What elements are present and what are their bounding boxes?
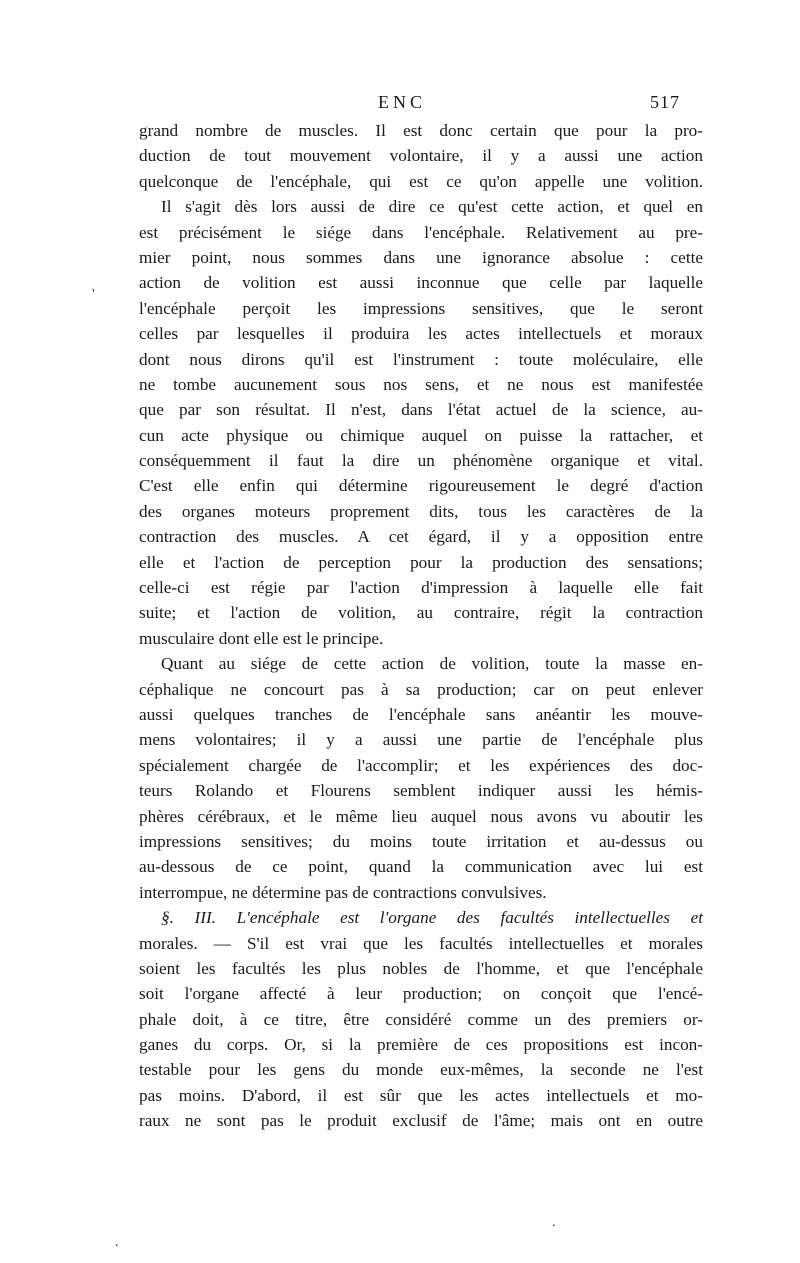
text-line: ganes du corps. Or, si la première de ces propositions est incon- — [139, 1035, 703, 1055]
text-line: celle-ci est régie par l'action d'impression à laquelle elle fait — [139, 578, 703, 598]
margin-mark: ' — [92, 287, 95, 302]
page-body — [139, 118, 703, 1134]
section-heading: §. III. L'encéphale est l'organe des facultés intellectuelles et — [161, 908, 703, 928]
text-line: soit l'organe affecté à leur production; on conçoit que l'encé- — [139, 984, 703, 1004]
text-line: phères cérébraux, et le même lieu auquel nous avons vu aboutir les — [139, 806, 703, 826]
text-line: Il s'agit dès lors aussi de dire ce qu'est cette action, et quel en — [161, 197, 703, 217]
text-line: cun acte physique ou chimique auquel on puisse la rattacher, et — [139, 425, 703, 445]
text-line: action de volition est aussi inconnue que celle par laquelle — [139, 273, 703, 293]
text-line: morales. — S'il est vrai que les facultés intellectuelles et morales — [139, 933, 703, 953]
text-line: grand nombre de muscles. Il est donc certain que pour la pro- — [139, 121, 703, 140]
text-line: contraction des muscles. A cet égard, il y a opposition entre — [139, 527, 703, 547]
text-line: ne tombe aucunement sous nos sens, et ne nous est manifestée — [139, 374, 703, 394]
text-line: aussi quelques tranches de l'encéphale sans anéantir les mouve- — [139, 704, 703, 724]
text-line: au-dessous de ce point, quand la communication avec lui est — [139, 857, 703, 877]
page-number: 517 — [650, 92, 680, 112]
text-line: elle et l'action de perception pour la production des sensations; — [139, 552, 703, 572]
text-line: est précisément le siége dans l'encéphale. Relativement au pre- — [139, 222, 703, 242]
text-line: dont nous dirons qu'il est l'instrument : toute moléculaire, elle — [139, 349, 703, 369]
text-line: conséquemment il faut la dire un phénomène organique et vital. — [139, 451, 703, 471]
running-head: ENC — [378, 92, 426, 112]
text-line: l'encéphale perçoit les impressions sensitives, que le seront — [139, 298, 703, 318]
text-line: suite; et l'action de volition, au contraire, régit la contraction — [139, 603, 703, 623]
text-line: pas moins. D'abord, il est sûr que les actes intellectuels et mo- — [139, 1085, 703, 1105]
text-line: teurs Rolando et Flourens semblent indiquer aussi les hémis- — [139, 781, 703, 801]
text-line: des organes moteurs proprement dits, tous les caractères de la — [139, 501, 703, 521]
text-line: céphalique ne concourt pas à sa production; car on peut enlever — [139, 679, 703, 699]
margin-mark: . — [552, 1215, 556, 1230]
text-line: raux ne sont pas le produit exclusif de l'âme; mais ont en outre — [139, 1111, 703, 1131]
text-line: duction de tout mouvement volontaire, il y a aussi une action — [139, 146, 703, 166]
text-line: quelconque de l'encéphale, qui est ce qu'on appelle une volition. — [139, 171, 703, 191]
text-line: musculaire dont elle est le principe. — [139, 628, 384, 648]
text-line: mier point, nous sommes dans une ignorance absolue : cette — [139, 247, 703, 267]
text-line: testable pour les gens du monde eux-mêmes, la seconde ne l'est — [139, 1060, 703, 1080]
text-line: celles par lesquelles il produira les actes intellectuels et moraux — [139, 324, 703, 344]
text-line: interrompue, ne détermine pas de contractions convulsives. — [139, 882, 547, 902]
text-line: impressions sensitives; du moins toute irritation et au-dessus ou — [139, 831, 703, 851]
text-line: que par son résultat. Il n'est, dans l'état actuel de la science, au- — [139, 400, 703, 420]
text-line: soient les facultés les plus nobles de l'homme, et que l'encéphale — [139, 958, 703, 978]
margin-mark: . — [115, 1235, 119, 1250]
text-line: spécialement chargée de l'accomplir; et les expériences des doc- — [139, 755, 703, 775]
text-line: mens volontaires; il y a aussi une partie de l'encéphale plus — [139, 730, 703, 750]
text-line: Quant au siége de cette action de volition, toute la masse en- — [161, 654, 703, 674]
text-line: phale doit, à ce titre, être considéré comme un des premiers or- — [139, 1009, 703, 1029]
text-line: C'est elle enfin qui détermine rigoureusement le degré d'action — [139, 476, 703, 496]
